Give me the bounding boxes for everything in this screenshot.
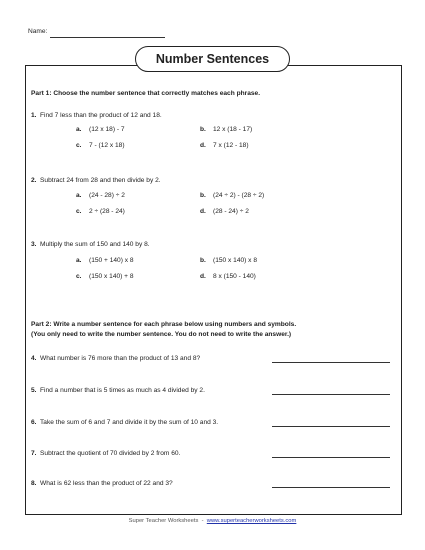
option-letter: b. xyxy=(200,126,206,133)
question-number: 3. xyxy=(31,241,37,248)
question-number: 4. xyxy=(31,355,37,362)
option-text[interactable]: 7 - (12 x 18) xyxy=(89,142,125,149)
answer-line[interactable] xyxy=(272,487,390,488)
option-letter: d. xyxy=(200,142,206,149)
option-text[interactable]: 8 x (150 - 140) xyxy=(213,273,256,280)
option-text[interactable]: 7 x (12 - 18) xyxy=(213,142,249,149)
question-number: 6. xyxy=(31,419,37,426)
option-text[interactable]: 2 ÷ (28 - 24) xyxy=(89,208,125,215)
worksheet-title: Number Sentences xyxy=(135,46,290,72)
option-text[interactable]: (150 x 140) + 8 xyxy=(89,273,134,280)
option-text[interactable]: (24 - 28) ÷ 2 xyxy=(89,192,125,199)
question-number: 5. xyxy=(31,387,37,394)
option-letter: a. xyxy=(76,257,82,264)
question-number: 1. xyxy=(31,112,37,119)
option-letter: c. xyxy=(76,208,82,215)
footer-url-link[interactable]: www.superteacherworksheets.com xyxy=(206,518,297,524)
question-number: 2. xyxy=(31,177,37,184)
option-text[interactable]: (24 ÷ 2) - (28 ÷ 2) xyxy=(213,192,265,199)
footer-separator: - xyxy=(201,518,204,524)
option-letter: b. xyxy=(200,192,206,199)
answer-line[interactable] xyxy=(272,457,390,458)
option-letter: c. xyxy=(76,273,82,280)
option-letter: a. xyxy=(76,192,82,199)
option-text[interactable]: (150 + 140) x 8 xyxy=(89,257,134,264)
question-text: Take the sum of 6 and 7 and divide it by the sum of 10 and 3. xyxy=(40,419,219,426)
question-text: Subtract 24 from 28 and then divide by 2. xyxy=(40,177,161,184)
option-letter: a. xyxy=(76,126,82,133)
part1-heading: Part 1: Choose the number sentence that correctly matches each phrase. xyxy=(31,90,261,97)
question-text: Multiply the sum of 150 and 140 by 8. xyxy=(40,241,150,248)
option-letter: b. xyxy=(200,257,206,264)
name-line[interactable] xyxy=(50,37,165,38)
question-number: 8. xyxy=(31,480,37,487)
part2-subheading: (You only need to write the number sentence. You do not need to write the answer.) xyxy=(31,331,292,338)
option-letter: d. xyxy=(200,273,206,280)
name-label: Name: xyxy=(28,28,48,35)
option-text[interactable]: (28 - 24) ÷ 2 xyxy=(213,208,249,215)
option-text[interactable]: (12 x 18) - 7 xyxy=(89,126,125,133)
option-text[interactable]: 12 x (18 - 17) xyxy=(213,126,253,133)
question-text: Find a number that is 5 times as much as 4 divided by 2. xyxy=(40,387,205,394)
question-text: Subtract the quotient of 70 divided by 2 from 60. xyxy=(40,450,181,457)
question-text: What is 62 less than the product of 22 and 3? xyxy=(40,480,173,487)
part2-heading: Part 2: Write a number sentence for each phrase below using numbers and symbols. xyxy=(31,321,297,328)
question-number: 7. xyxy=(31,450,37,457)
answer-line[interactable] xyxy=(272,394,390,395)
option-letter: c. xyxy=(76,142,82,149)
option-letter: d. xyxy=(200,208,206,215)
question-text: Find 7 less than the product of 12 and 18. xyxy=(40,112,162,119)
answer-line[interactable] xyxy=(272,426,390,427)
answer-line[interactable] xyxy=(272,362,390,363)
footer-site-name: Super Teacher Worksheets xyxy=(128,518,199,524)
question-text: What number is 76 more than the product of 13 and 8? xyxy=(40,355,201,362)
footer xyxy=(0,518,425,524)
option-text[interactable]: (150 x 140) x 8 xyxy=(213,257,257,264)
